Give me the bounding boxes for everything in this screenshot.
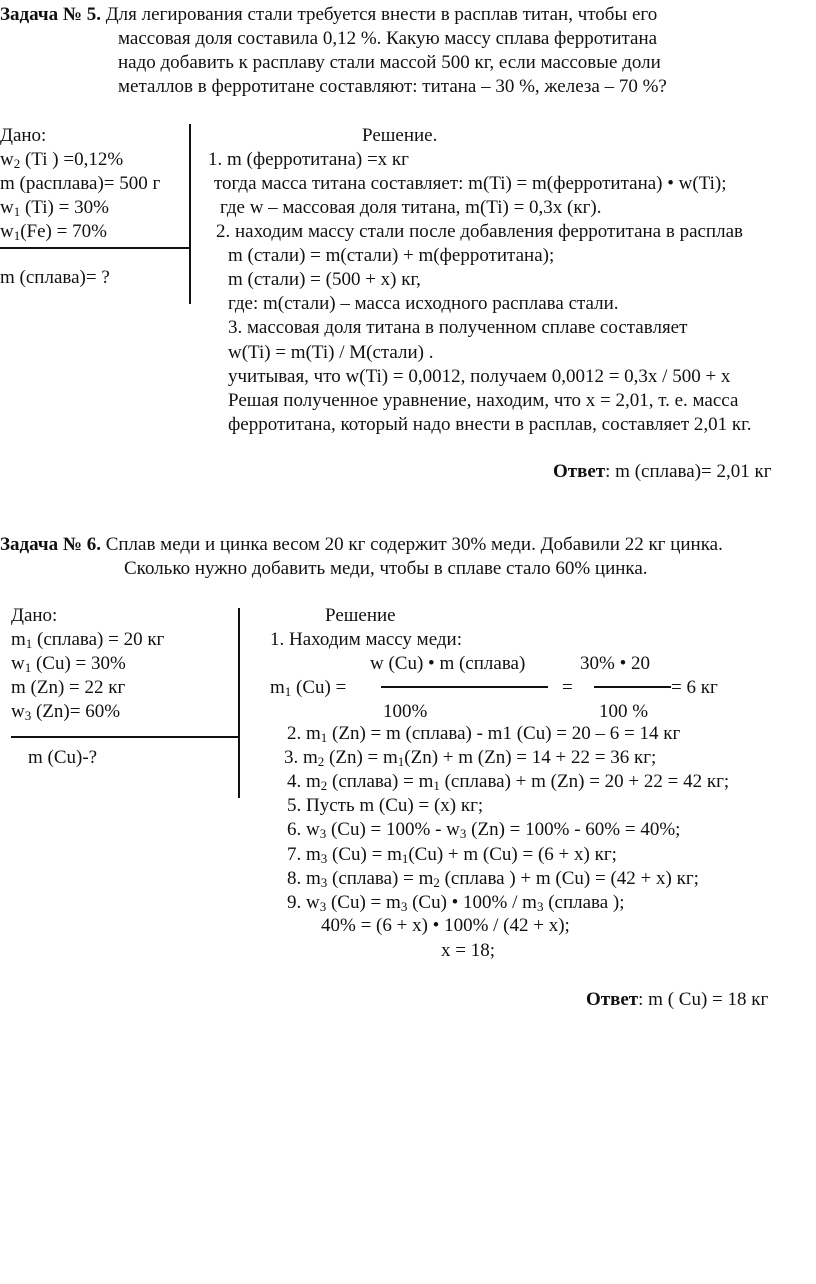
task5-solution-line: тогда масса титана составляет: m(Ti) = m(ферротитана) • w(Ti); xyxy=(214,173,727,194)
task6-step-line: 3. $m_2$ $(Zn) = m_1(Zn) + m$ (Zn) = 14 + 22 = 36 кг; xyxy=(284,747,657,769)
task5-given-divider xyxy=(0,247,190,249)
task6-step-line: 8. $m_3$ (сплава) = $m_2$ (сплава ) + m (Cu) = (42 + х) кг; xyxy=(287,868,699,890)
task6-given-label: Дано: xyxy=(11,605,58,626)
task6-given-item: $w_1$ (Cu) = 30% xyxy=(11,653,126,675)
task6-intro-line-2: Сколько нужно добавить меди, чтобы в сплаве стало 60% цинка. xyxy=(124,558,648,579)
task5-intro-line-3: надо добавить к расплаву стали массой 500 кг, если массовые доли xyxy=(118,52,661,73)
task5-answer-label: Ответ xyxy=(553,461,606,482)
task5-heading: Задача № 5. xyxy=(0,4,101,25)
task6-given-divider xyxy=(11,736,239,738)
task6-step-line: 9. $w_3$ $(Cu) = m_3$ (Cu) • $100\% / m_3$ (сплава ); xyxy=(287,892,625,914)
task5-given-item: $w_1$ (Ti) = 30% xyxy=(0,197,109,219)
task6-given-item: $w_3$ (Zn)= 60% xyxy=(11,701,121,723)
fraction-denominator-1: 100% xyxy=(383,701,428,722)
task6-heading: Задача № 6. xyxy=(0,534,101,555)
task6-step-line: 5. Пусть m (Cu) = (х) кг; xyxy=(287,795,484,816)
task6-step-line: 7. $m_3$ $(Cu) = m_1(Cu) + m$ (Cu) = (6 + х) кг; xyxy=(287,844,617,866)
task6-vertical-divider xyxy=(238,608,240,798)
task5-given-item: $w_1(Fe) = 70\%$ xyxy=(0,221,107,243)
task5-solution-line: 1. m (ферротитана) =х кг xyxy=(208,149,409,170)
task6-step-1: 1. Находим массу меди: xyxy=(270,629,463,650)
task6-step-line: 4. $m_2$ (сплава) = $m_1$ (сплава) + m (Zn) = 20 + 22 = 42 кг; xyxy=(287,771,730,793)
task5-solution-line: m (стали) = (500 + х) кг, xyxy=(228,269,421,290)
task5-find: m (сплава)= ? xyxy=(0,267,110,288)
task5-solution-line: учитывая, что w(Ti) = 0,0012, получаем 0,0012 = 0,3х / 500 + х xyxy=(228,366,731,387)
task5-intro-line-2: массовая доля составила 0,12 %. Какую массу сплава ферротитана xyxy=(118,28,658,49)
task6-answer-value: : m ( Cu) = 18 кг xyxy=(638,989,769,1010)
task5-given-item: $w_2$ (Ti ) =0,12% xyxy=(0,149,124,171)
task5-solution-line: ферротитана, который надо внести в расплав, составляет 2,01 кг. xyxy=(228,414,752,435)
task6-solution-label: Решение xyxy=(325,605,396,626)
fraction-result: = 6 кг xyxy=(671,677,718,698)
task5-answer xyxy=(553,460,772,483)
task5-intro-line-4: металлов в ферротитане составляют: титана – 30 %, железа – 70 %? xyxy=(118,76,667,97)
task6-equation-2: х = 18; xyxy=(441,940,495,961)
task5-vertical-divider xyxy=(189,124,191,304)
task6-answer-label: Ответ xyxy=(586,989,639,1010)
task5-intro-line-1: Для легирования стали требуется внести в расплав титан, чтобы его xyxy=(105,4,658,25)
task5-given-item: m (расплава)= 500 г xyxy=(0,173,161,194)
task5-solution-line: где w – массовая доля титана, m(Ti) = 0,3x (кг). xyxy=(220,197,602,218)
task6-answer xyxy=(586,988,768,1011)
task6-given-item: m (Zn) = 22 кг xyxy=(11,677,126,698)
fraction-bar-2 xyxy=(594,686,671,688)
task6-step-line: 2. $m_1$ (Zn) = m (сплава) - m1 (Cu) = 20 – 6 = 14 кг xyxy=(287,723,681,745)
task6-step-line: 6. $w_3$ $(Cu) = 100\% - w_3$ (Zn) = 100% - 60% = 40%; xyxy=(287,819,681,841)
task5-solution-line: w(Ti) = m(Ti) / M(стали) . xyxy=(228,342,434,363)
task5-answer-value: : m (сплава)= 2,01 кг xyxy=(605,461,772,482)
task5-solution-line: Решая полученное уравнение, находим, что х = 2,01, т. е. масса xyxy=(228,390,739,411)
task5-solution-line: где: m(стали) – масса исходного расплава стали. xyxy=(228,293,619,314)
task6-given-item: $m_1$ (сплава) = 20 кг xyxy=(11,629,165,651)
task5-given-label: Дано: xyxy=(0,125,47,146)
fraction-bar-1 xyxy=(381,686,548,688)
task5-title-line xyxy=(0,3,657,26)
fraction-denominator-2: 100 % xyxy=(599,701,649,722)
task5-solution-line: 3. массовая доля титана в полученном сплаве составляет xyxy=(228,317,688,338)
task6-intro-line-1: Сплав меди и цинка весом 20 кг содержит 30% меди. Добавили 22 кг цинка. xyxy=(105,534,723,555)
task5-solution-line: 2. находим массу стали после добавления ферротитана в расплав xyxy=(216,221,743,242)
fraction-numerator-2: 30% • 20 xyxy=(580,653,650,674)
task5-solution-label: Решение. xyxy=(362,125,438,146)
fraction-equals: = xyxy=(562,677,573,698)
task5-solution-line: m (стали) = m(стали) + m(ферротитана); xyxy=(228,245,555,266)
fraction-numerator-1: w (Cu) • m (сплава) xyxy=(370,653,526,674)
task6-title-line xyxy=(0,533,723,556)
fraction-lhs: $m_1$ (Cu) = xyxy=(270,677,347,699)
task6-equation-1: 40% = (6 + х) • 100% / (42 + х); xyxy=(321,915,570,936)
task6-find: m (Cu)-? xyxy=(28,747,98,768)
